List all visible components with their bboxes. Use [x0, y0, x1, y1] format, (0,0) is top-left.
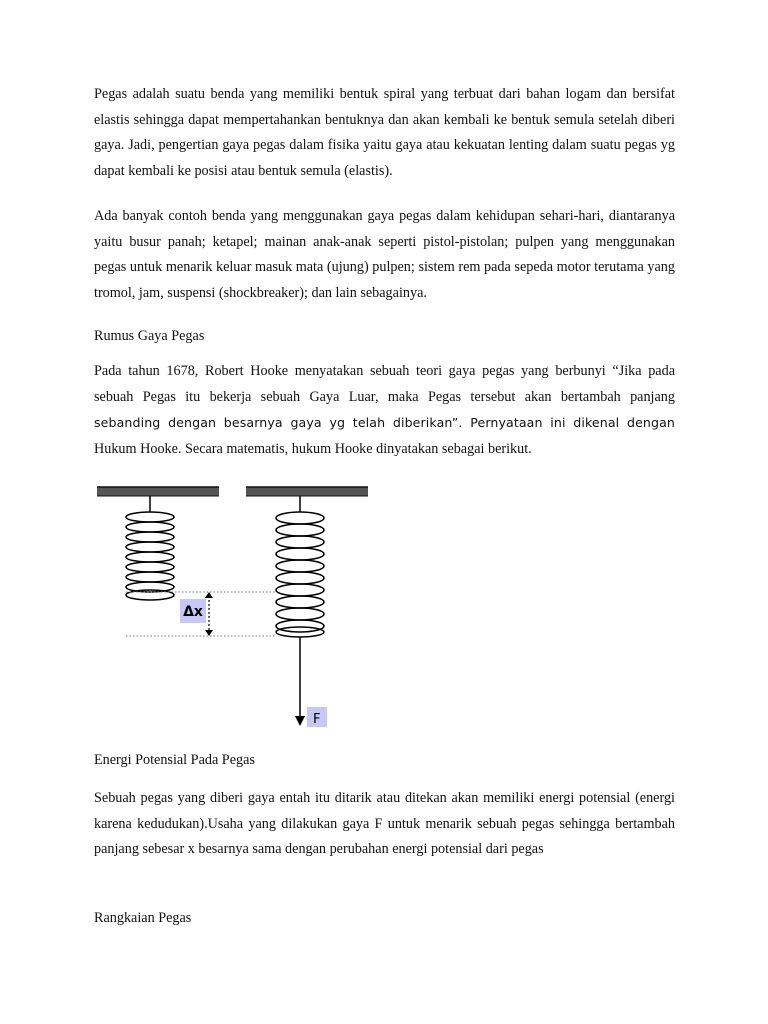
- force-label: F: [313, 712, 321, 727]
- extension-arrow: [205, 592, 213, 636]
- stretched-spring: [276, 496, 324, 637]
- examples-paragraph: Ada banyak contoh benda yang menggunakan gaya pegas dalam kehidupan sehari-hari, diantaranya yaitu busur panah; ketapel; mainan anak-anak seperti pistol-pistolan; pulpen yang menggunakan pegas untuk menarik keluar masuk mata (ujung) pulpen; sistem rem pada sepeda motor terutama yang tromol, jam, suspensi (shockbreaker); dan lain sebagainya.: [94, 208, 675, 301]
- hooke-paragraph: [94, 359, 675, 462]
- circuit-heading: Rangkaian Pegas: [94, 910, 192, 926]
- right-ceiling: [246, 487, 368, 496]
- relaxed-spring: [126, 496, 174, 600]
- force-arrow: [295, 637, 305, 726]
- left-ceiling: [97, 487, 219, 496]
- hooke-text-end: Hukum Hooke. Secara matematis, hukum Hooke dinyatakan sebagai berikut.: [94, 440, 532, 457]
- energy-paragraph: Sebuah pegas yang diberi gaya entah itu ditarik atau ditekan akan memiliki energi potensial (energi karena kedudukan).Usaha yang dilakukan gaya F untuk menarik sebuah pegas sehingga bertambah panjang sebesar x besarnya sama dengan perubahan energi potensial dari pegas: [94, 790, 675, 858]
- spring-diagram: [0, 470, 420, 740]
- potential-energy-heading: Energi Potensial Pada Pegas: [94, 752, 255, 768]
- formula-heading: Rumus Gaya Pegas: [94, 328, 205, 344]
- intro-paragraph: Pegas adalah suatu benda yang memiliki bentuk spiral yang terbuat dari bahan logam dan bersifat elastis sehingga dapat mempertahankan bentuknya dan akan kembali ke bentuk semula setelah diberi gaya. Jadi, pengertian gaya pegas dalam fisika yaitu gaya atau kekuatan lenting dalam suatu pegas yg dapat kembali ke posisi atau bentuk semula (elastis).: [94, 86, 675, 179]
- hooke-text-middle: sebanding dengan besarnya gaya yg telah diberikan”. Pernyataan ini dikenal dengan: [94, 415, 675, 431]
- delta-x-label: Δx: [183, 604, 203, 620]
- hooke-text-start: Pada tahun 1678, Robert Hooke menyatakan sebuah teori gaya pegas yang berbunyi “Jika pada sebuah Pegas itu bekerja sebuah Gaya Luar, maka Pegas tersebut akan bertambah panjang: [94, 363, 675, 405]
